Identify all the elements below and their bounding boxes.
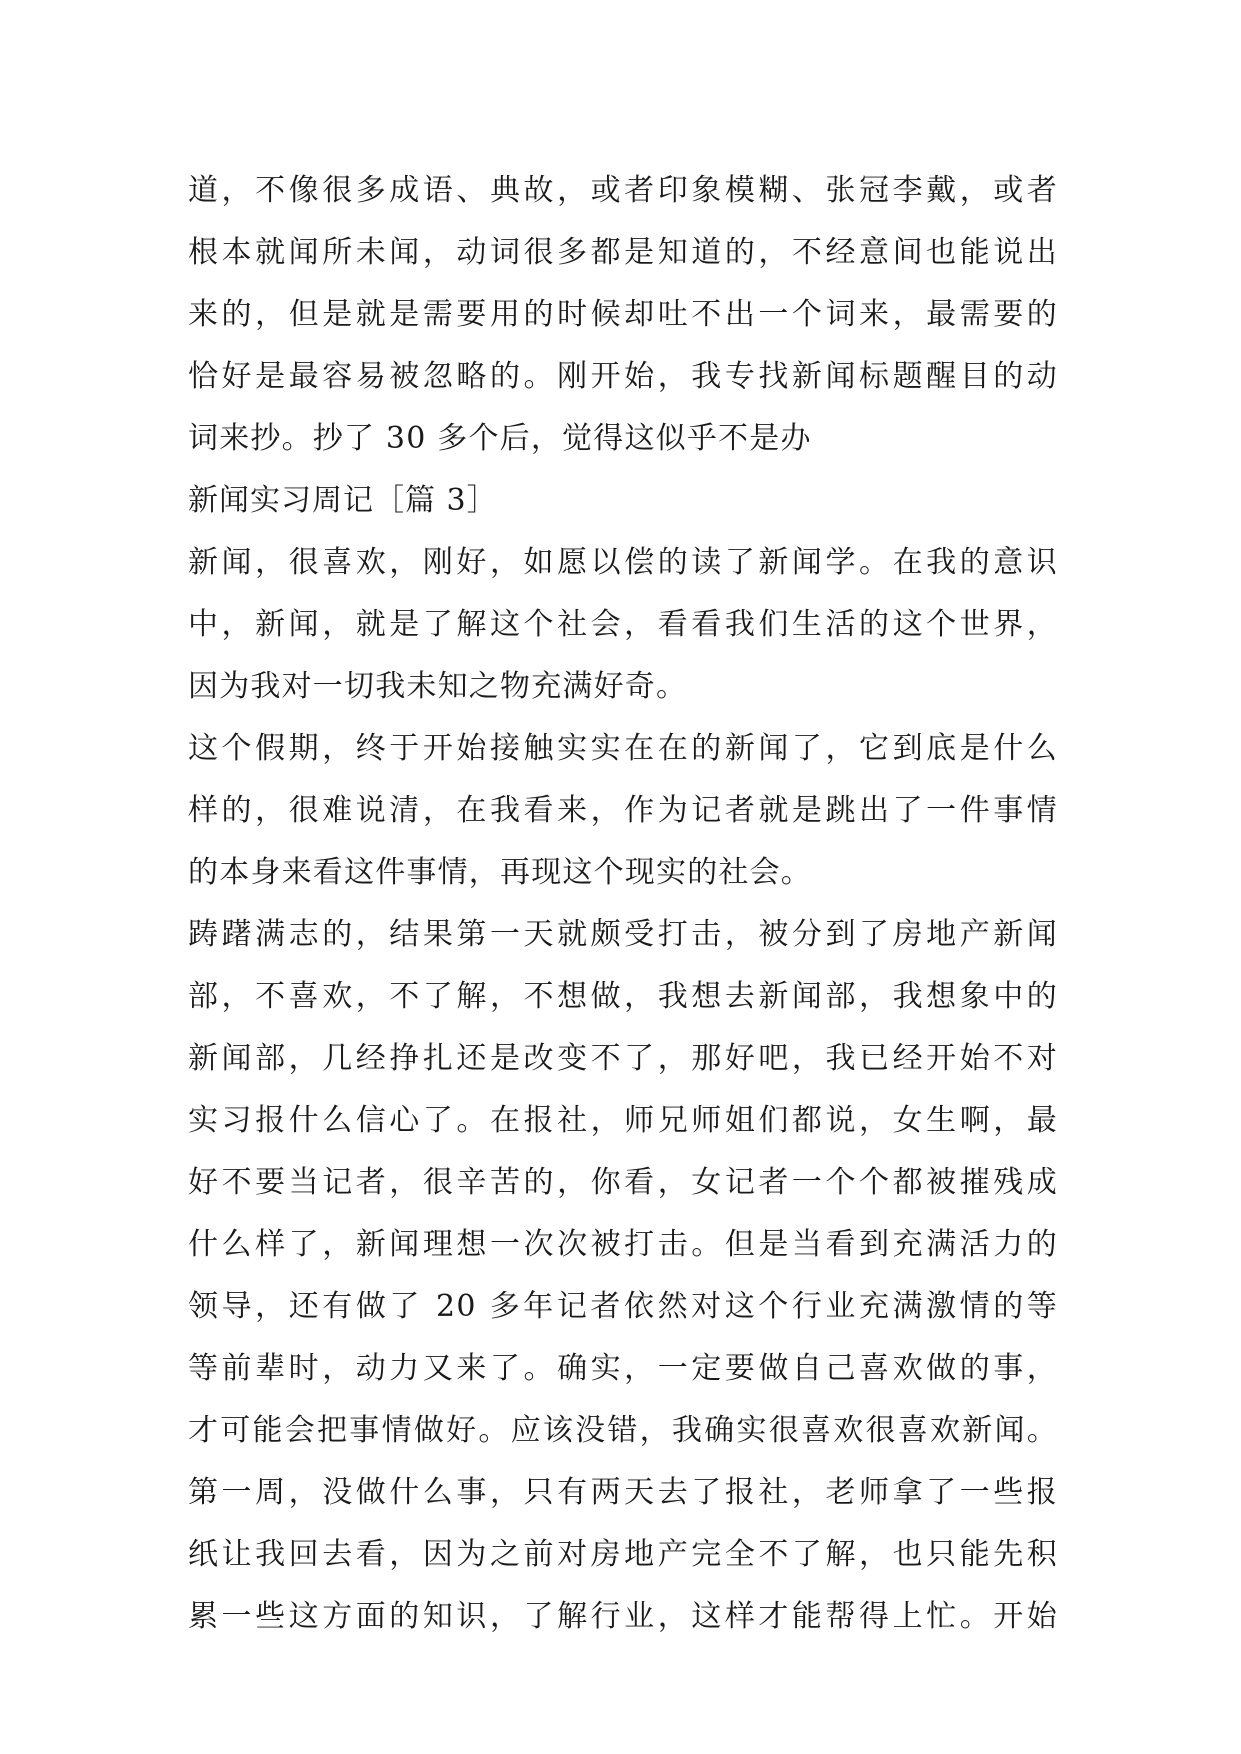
text-line: 这个假期，终于开始接触实实在在的新闻了，它到底是什么 (188, 731, 1058, 766)
text-line: 来的，但是就是需要用的时候却吐不出一个词来，最需要的 (188, 297, 1058, 332)
text-line: 词来抄。抄了 30 多个后，觉得这似乎不是办 (188, 421, 812, 456)
text-line: 新闻，很喜欢，刚好，如愿以偿的读了新闻学。在我的意识 (188, 545, 1058, 580)
text-line: 踌躇满志的，结果第一天就颇受打击，被分到了房地产新闻 (188, 917, 1058, 952)
text-line: 部，不喜欢，不了解，不想做，我想去新闻部，我想象中的 (188, 979, 1058, 1014)
document-body (188, 160, 1058, 1648)
text-line: 恰好是最容易被忽略的。刚开始，我专找新闻标题醒目的动 (188, 359, 1058, 394)
text-line: 什么样了，新闻理想一次次被打击。但是当看到充满活力的 (188, 1227, 1058, 1262)
text-line: 第一周，没做什么事，只有两天去了报社，老师拿了一些报 (188, 1475, 1058, 1510)
paragraph-2 (188, 718, 1058, 904)
text-line: 好不要当记者，很辛苦的，你看，女记者一个个都被摧残成 (188, 1165, 1058, 1200)
text-line: 等前辈时，动力又来了。确实，一定要做自己喜欢做的事， (188, 1351, 1058, 1386)
text-line: 纸让我回去看，因为之前对房地产完全不了解，也只能先积 (188, 1537, 1058, 1572)
text-line: 样的，很难说清，在我看来，作为记者就是跳出了一件事情 (188, 793, 1058, 828)
text-line: 领导，还有做了 20 多年记者依然对这个行业充满激情的等 (188, 1289, 1058, 1324)
text-line: 的本身来看这件事情，再现这个现实的社会。 (188, 855, 812, 890)
intro-paragraph (188, 160, 1058, 470)
paragraph-1 (188, 532, 1058, 718)
text-line: 根本就闻所未闻，动词很多都是知道的，不经意间也能说出 (188, 235, 1058, 270)
text-line: 中，新闻，就是了解这个社会，看看我们生活的这个世界， (188, 607, 1058, 642)
paragraph-4 (188, 1462, 1058, 1648)
text-line: 累一些这方面的知识，了解行业，这样才能帮得上忙。开始 (188, 1599, 1058, 1634)
text-line: 新闻部，几经挣扎还是改变不了，那好吧，我已经开始不对 (188, 1041, 1058, 1076)
paragraph-3 (188, 904, 1058, 1462)
text-line: 才可能会把事情做好。应该没错，我确实很喜欢很喜欢新闻。 (188, 1413, 1058, 1448)
text-line: 道，不像很多成语、典故，或者印象模糊、张冠李戴，或者 (188, 173, 1058, 208)
section-title: 新闻实习周记［篇 3］ (188, 483, 498, 518)
text-line: 因为我对一切我未知之物充满好奇。 (188, 669, 688, 704)
text-line: 实习报什么信心了。在报社，师兄师姐们都说，女生啊，最 (188, 1103, 1058, 1138)
